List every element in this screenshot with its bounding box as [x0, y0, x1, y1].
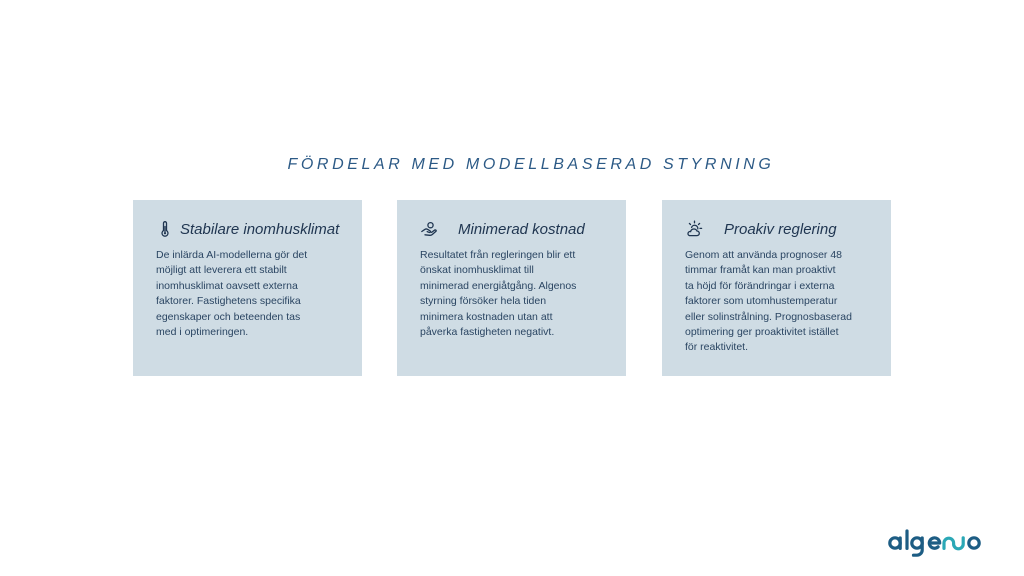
card-body-line: egenskaper och beteenden tas: [156, 310, 301, 323]
card-heading: Stabilare inomhusklimat: [180, 220, 340, 238]
hand-coin-icon: [420, 220, 438, 238]
card-body-line: minimerad energiåtgång. Algenos: [420, 279, 577, 292]
card-body-line: möjligt att leverera ett stabilt: [156, 264, 287, 277]
card-body-line: för reaktivitet.: [685, 341, 749, 354]
card-body-line: önskat inomhusklimat till: [420, 264, 534, 277]
card-header: [685, 218, 871, 240]
card-heading: Proakiv reglering: [724, 220, 837, 238]
card-body-line: ta höjd för förändringar i externa: [685, 279, 835, 292]
card-header: [420, 218, 606, 240]
card-body-line: minimera kostnaden utan att: [420, 310, 553, 323]
card-body-line: inomhusklimat oavsett externa: [156, 279, 298, 292]
card-body: [685, 248, 871, 356]
benefit-card-minimized-cost: [397, 200, 626, 376]
sun-cloud-icon: [685, 220, 703, 238]
benefit-card-stable-climate: [133, 200, 362, 376]
card-body-line: De inlärda AI-modellerna gör det: [156, 249, 308, 261]
card-body-line: styrning försöker hela tiden: [420, 295, 547, 308]
card-body-line: påverka fastigheten negativt.: [420, 326, 555, 339]
card-header: [156, 218, 342, 240]
card-body: [156, 248, 342, 340]
card-body: [420, 248, 606, 340]
benefit-card-proactive-control: [662, 200, 891, 376]
card-body-line: med i optimeringen.: [156, 326, 249, 339]
card-body-line: eller solinstrålning. Prognosbaserad: [685, 310, 852, 323]
card-body-line: Resultatet från regleringen blir ett: [420, 249, 576, 261]
thermometer-icon: [156, 220, 174, 238]
card-heading: Minimerad kostnad: [458, 220, 585, 238]
card-body-line: timmar framåt kan man proaktivt: [685, 264, 836, 277]
algenvo-logo: [888, 526, 1000, 560]
card-body-line: Genom att använda prognoser 48: [685, 249, 843, 261]
slide-title: FÖRDELAR MED MODELLBASERAD STYRNING: [287, 156, 775, 173]
card-body-line: faktorer. Fastighetens specifika: [156, 295, 301, 308]
card-body-line: optimering ger proaktivitet istället: [685, 326, 839, 339]
card-body-line: faktorer som utomhustemperatur: [685, 295, 838, 308]
